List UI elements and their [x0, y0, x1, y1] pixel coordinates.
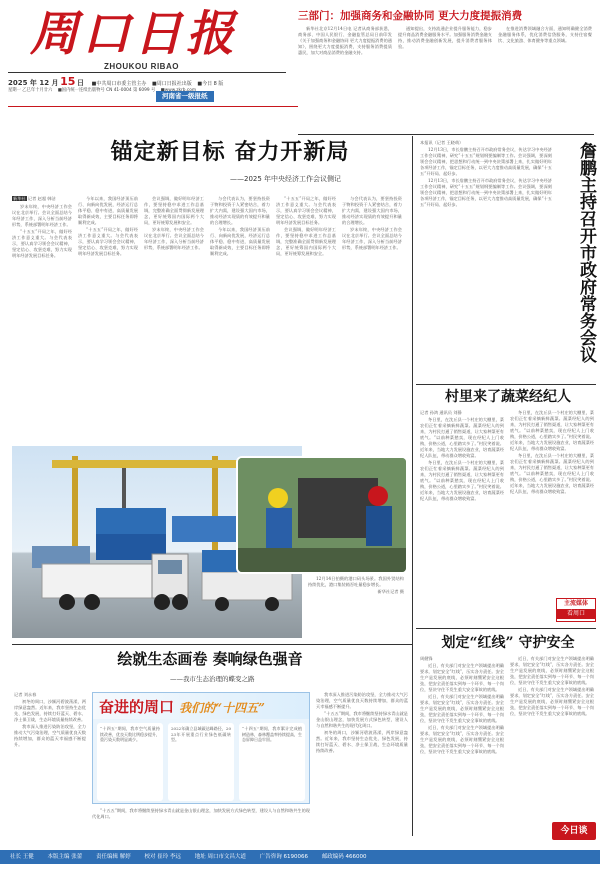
date-row: 2025 年 12 月 15 日 ■中共周口市委主管主办 ■周口日报社出版 ■今日 8 版	[8, 75, 224, 88]
lead-subhead: ——2025 年中央经济工作会议侧记	[230, 175, 342, 183]
banner-accent: 我们的“十四五”	[179, 701, 265, 715]
lead-byline: 新华社 记者 赵超 韩洁	[13, 196, 56, 201]
masthead-pinyin: ZHOUKOU RIBAO	[104, 62, 179, 71]
lead-headline: 锚定新目标 奋力开新局	[110, 139, 350, 165]
redline-headline: 划定“红线” 守护安全	[441, 635, 575, 651]
masthead	[8, 6, 286, 98]
top-story-title: 三部门：加强商务和金融协同 更大力度提振消费	[298, 10, 523, 22]
vegetable-headline: 村里来了蔬菜经纪人	[445, 389, 571, 405]
masthead-title: 周口日报	[30, 6, 239, 62]
province-badge: 河南省一级报纸	[156, 91, 214, 102]
mainstream-ad[interactable]: 主流媒体 看周口	[556, 598, 596, 622]
progress-banner: 奋进的周口 我们的“十四五” “十四五”期间，我市空气质量持续改善，优良天数比例稳步提升，重污染天数明显减少。 2022年确立县域碳达峰路径，2023年开展重点行业绿色低碳转型。 “十四五”期间，我市累计完成植树造林，森林覆盖率持续提高，生态屏障日益牢固。	[92, 692, 310, 804]
meeting-vertical-title: 詹鹏主持召开市政府常务会议	[576, 142, 596, 363]
date-row-2: 星期一 乙巳年十月廿六 ■国内统一连续出版物号 CN 41-0004 第 6099 号	[8, 88, 156, 93]
eco-headline: 绘就生态画卷 奏响绿色强音	[117, 650, 303, 668]
top-story: 三部门：加强商务和金融协同 更大力度提振消费 新华社北京12月14日电 记者从商务部获悉，商务部、中国人民银行、金融监管总局日前印发《关于加强商务和金融协同 更大力度提振消费的通知》，围绕更大力度提振消费，支持服务消费提质惠民，加大对商品消费的金融支持。 通知提出，支持流通企业提升服务能力，稳步提升商品消费金融服务水平。加强服务消费金融支持，推动消费金融创新发展，提升消费者服务体验。 在推进消费领域融合方面，通知明确健全消费金融服务体系，优化消费信贷服务，支持住宿餐饮、文化旅游、体育健身等重点领域。	[298, 10, 592, 55]
commentary-badge: 今日谈	[552, 822, 596, 840]
banner-main: 奋进的周口	[99, 698, 175, 716]
footer-bar: 社长 王健 本版主编 张蕾 责任编辑 解婷 校对 崔玲 李远 地址 周口市文昌大道 广告咨询 6190066 邮政编码 466000	[0, 850, 600, 864]
meeting-byline: 本报讯（记者 王晓萌）	[420, 140, 464, 145]
inset-photo	[236, 456, 408, 574]
eco-subhead: ——我市生态治理的蝶变之路	[170, 675, 255, 683]
